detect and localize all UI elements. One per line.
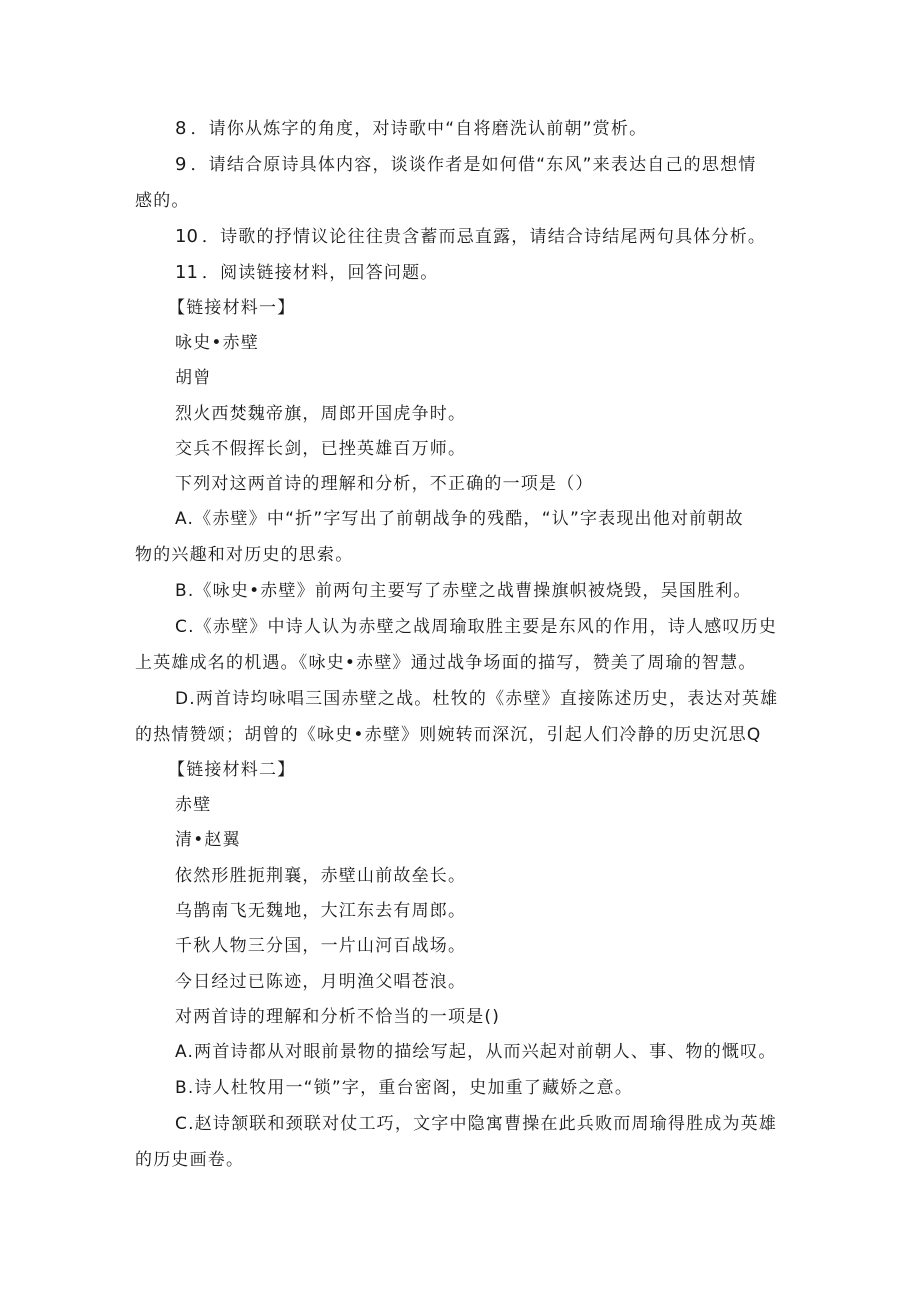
material-1-poem-line: 交兵不假挥长剑，已挫英雄百万师。 [175,439,467,459]
material-1-option-b: B.《咏史•赤壁》前两句主要写了赤壁之战曹操旗帜被烧毁，吴国胜利。 [175,581,752,601]
material-1-author: 胡曾 [175,368,212,388]
question-text: ．阅读链接材料，回答问题。 [201,263,439,283]
question-9 [175,154,756,176]
question-11 [175,262,439,284]
material-1-option-d-continued: 的热情赞颂；胡曾的《咏史•赤壁》则婉转而深沉，引起人们冷静的历史沉思Q [135,725,762,745]
material-1-heading: 【链接材料一】 [168,298,296,318]
material-2-poem-line: 千秋人物三分国，一片山河百战场。 [175,936,467,956]
material-1-option-c-continued: 上英雄成名的机遇。《咏史•赤壁》通过战争场面的描写，赞美了周瑜的智慧。 [135,653,757,673]
material-2-option-c-continued: 的历史画卷。 [135,1150,245,1170]
question-text: ．诗歌的抒情议论往往贵含蓄而忌直露，请结合诗结尾两句具体分析。 [201,227,767,247]
material-1-poem-title: 咏史•赤壁 [175,333,260,353]
material-2-question: 对两首诗的理解和分析不恰当的一项是() [175,1007,501,1027]
material-2-poem-title: 赤壁 [175,795,212,815]
material-2-poem-line: 今日经过已陈迹，月明渔父唱苍浪。 [175,972,467,992]
material-1-option-c: C.《赤壁》中诗人认为赤壁之战周瑜取胜主要是东风的作用，诗人感叹历史 [175,617,778,637]
material-2-option-b: B.诗人杜牧用一“锁”字，重台密阁，史加重了藏娇之意。 [175,1078,634,1098]
material-1-option-a: A.《赤壁》中“折”字写出了前朝战争的残酷，“认”字表现出他对前朝故 [175,509,744,529]
material-2-author: 清•赵翼 [175,830,241,850]
material-2-option-a: A.两首诗都从对眼前景物的描绘写起，从而兴起对前朝人、事、物的慨叹。 [175,1042,777,1062]
question-9-continued: 感的。 [135,191,190,211]
material-1-option-d: D.两首诗均咏唱三国赤壁之战。杜牧的《赤壁》直接陈述历史，表达对英雄 [175,689,779,709]
question-text: ．请结合原诗具体内容，谈谈作者是如何借“东风”来表达自己的思想情 [190,155,757,175]
question-text: ．请你从炼字的角度，对诗歌中“自将磨洗认前朝”赏析。 [190,119,648,139]
question-10 [175,226,766,248]
material-1-poem-line: 烈火西焚魏帝旗，周郎开国虎争时。 [175,404,467,424]
question-number: 10 [175,226,198,247]
material-2-option-c: C.赵诗颔联和颈联对仗工巧，文字中隐寓曹操在此兵败而周瑜得胜成为英雄 [175,1114,778,1134]
material-2-heading: 【链接材料二】 [168,760,296,780]
question-number: 11 [175,262,198,283]
material-2-poem-line: 依然形胜扼荆襄，赤壁山前故垒长。 [175,866,467,886]
material-2-poem-line: 乌鹊南飞无魏地，大江东去有周郎。 [175,901,467,921]
question-number: 9 [175,154,187,175]
question-8 [175,118,647,140]
question-number: 8 [175,118,187,139]
material-1-question: 下列对这两首诗的理解和分析，不正确的一项是（） [175,474,594,494]
material-1-option-a-continued: 物的兴趣和对历史的思索。 [135,545,354,565]
